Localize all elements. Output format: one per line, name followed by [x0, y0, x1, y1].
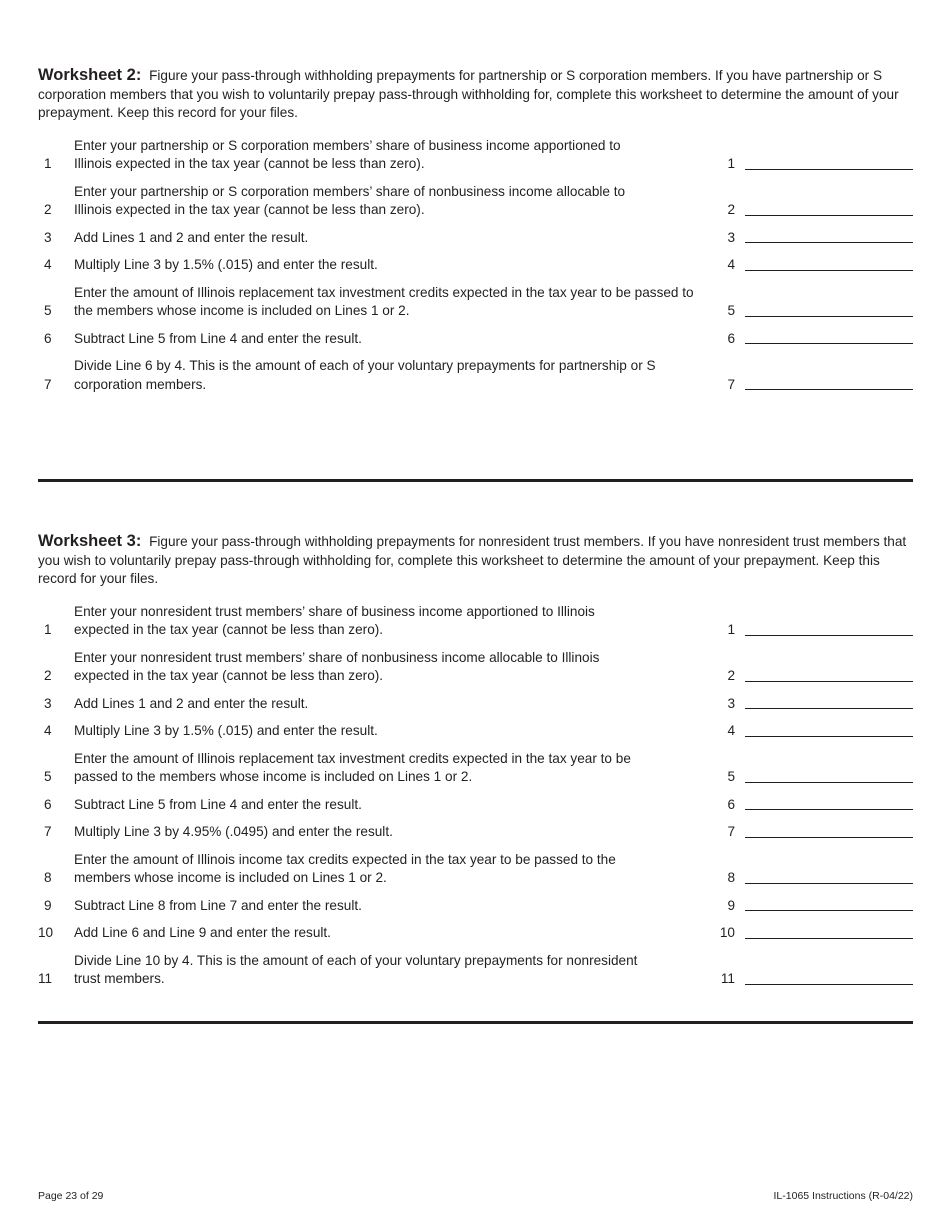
ws3-answer-11 [711, 970, 913, 989]
line-number: 7 [44, 824, 52, 839]
ws3-answer-2 [711, 667, 913, 686]
answer-line-number: 6 [727, 796, 735, 812]
line-description: Enter the amount of Illinois income tax credits expected in the tax year to be passed to the members whose income is included on Lines 1 or 2. [74, 851, 616, 885]
ws2-answer-field-3[interactable] [745, 228, 913, 243]
line-number: 10 [38, 925, 54, 940]
answer-line-number: 2 [727, 202, 735, 217]
page-number: Page 23 of 29 [38, 1190, 104, 1202]
ws3-answer-9 [711, 896, 913, 915]
ws3-answer-field-8[interactable] [745, 869, 913, 884]
line-description: Divide Line 10 by 4. This is the amount of each of your voluntary prepayments for nonresident trust members. [74, 952, 638, 986]
line-number: 6 [44, 330, 52, 346]
line-number: 6 [44, 796, 52, 812]
ws2-line-5 [38, 284, 913, 321]
line-number: 4 [44, 257, 52, 272]
worksheet-2-title: Worksheet 2: [38, 66, 142, 84]
ws3-line-10 [38, 924, 913, 943]
ws3-answer-3 [711, 694, 913, 713]
worksheet-2 [38, 66, 913, 394]
answer-line-number: 10 [719, 925, 735, 940]
answer-line-number: 3 [727, 229, 735, 245]
line-description: Subtract Line 5 from Line 4 and enter the result. [74, 330, 362, 346]
ws2-answer-field-5[interactable] [745, 302, 913, 317]
form-identifier: IL-1065 Instructions (R-04/22) [773, 1190, 913, 1202]
answer-line-number: 4 [727, 257, 735, 272]
answer-line-number: 3 [727, 695, 735, 711]
ws3-line-3 [38, 695, 913, 714]
ws2-answer-field-6[interactable] [745, 329, 913, 344]
answer-line-number: 2 [727, 668, 735, 683]
line-number: 7 [44, 376, 52, 392]
worksheet-2-intro-text: Figure your pass-through withholding prepayments for partnership or S corporation members. If you have partnership or S corporation members that you wish to voluntarily prepay pass-through withholding for, complete this worksheet to determine the amount of your prepayment. Keep this record for your files. [38, 68, 899, 120]
ws3-answer-field-5[interactable] [745, 768, 913, 783]
answer-line-number: 5 [727, 303, 735, 318]
worksheet-3-intro-text: Figure your pass-through withholding prepayments for nonresident trust members. If you have nonresident trust members that you wish to voluntarily prepay pass-through withholding for, complete this worksheet to determine the amount of your prepayment. Keep this record for your files. [38, 534, 907, 586]
ws2-line-3 [38, 229, 913, 248]
ws2-line-6 [38, 330, 913, 349]
ws2-answer-5 [711, 302, 913, 321]
ws2-answer-field-7[interactable] [745, 375, 913, 390]
ws3-answer-field-6[interactable] [745, 795, 913, 810]
ws2-line-7 [38, 357, 913, 394]
ws3-answer-field-3[interactable] [745, 694, 913, 709]
ws2-answer-6 [711, 329, 913, 348]
line-number: 3 [44, 229, 52, 245]
answer-line-number: 8 [727, 870, 735, 885]
answer-line-number: 1 [727, 156, 735, 171]
section-divider [38, 479, 913, 482]
line-number: 4 [44, 723, 52, 738]
line-description: Multiply Line 3 by 1.5% (.015) and enter the result. [74, 257, 378, 272]
ws2-line-2 [38, 183, 913, 220]
worksheet-3-intro [38, 532, 913, 589]
ws2-answer-2 [711, 201, 913, 220]
ws2-answer-3 [711, 228, 913, 247]
line-description: Add Lines 1 and 2 and enter the result. [74, 229, 309, 245]
line-number: 3 [44, 695, 52, 711]
ws3-answer-field-2[interactable] [745, 667, 913, 682]
ws3-line-1 [38, 603, 913, 640]
line-number: 11 [38, 971, 53, 986]
section-divider [38, 1021, 913, 1024]
ws2-answer-field-2[interactable] [745, 201, 913, 216]
line-number: 5 [44, 769, 52, 784]
ws2-answer-1 [711, 155, 913, 174]
line-description: Add Lines 1 and 2 and enter the result. [74, 695, 309, 711]
line-description: Subtract Line 5 from Line 4 and enter the result. [74, 796, 362, 812]
answer-line-number: 4 [727, 723, 735, 738]
ws3-answer-10 [711, 924, 913, 943]
ws3-line-6 [38, 796, 913, 815]
line-description: Enter the amount of Illinois replacement tax investment credits expected in the tax year to be passed to the members whose income is included on Lines 1 or 2. [74, 284, 694, 318]
ws3-line-7 [38, 823, 913, 842]
ws3-answer-7 [711, 823, 913, 842]
line-number: 2 [44, 202, 52, 217]
ws3-answer-field-10[interactable] [745, 924, 913, 939]
answer-line-number: 7 [727, 824, 735, 839]
line-description: Multiply Line 3 by 1.5% (.015) and enter the result. [74, 723, 378, 738]
ws3-line-4 [38, 722, 913, 741]
worksheet-2-intro [38, 66, 913, 123]
ws3-answer-field-9[interactable] [745, 896, 913, 911]
ws3-answer-field-1[interactable] [745, 621, 913, 636]
line-description: Divide Line 6 by 4. This is the amount of each of your voluntary prepayments for partnership or S corporation members. [74, 358, 656, 392]
line-number: 1 [44, 156, 52, 171]
line-number: 2 [44, 668, 52, 683]
ws3-answer-field-7[interactable] [745, 823, 913, 838]
worksheet-3 [38, 532, 913, 989]
line-description: Enter your partnership or S corporation members’ share of nonbusiness income allocable to Illinois expected in the tax year (cannot be less than zero). [74, 183, 626, 217]
ws3-answer-8 [711, 869, 913, 888]
ws3-answer-5 [711, 768, 913, 787]
ws2-answer-field-1[interactable] [745, 155, 913, 170]
ws3-line-2 [38, 649, 913, 686]
line-number: 5 [44, 303, 52, 318]
worksheet-3-title: Worksheet 3: [38, 532, 142, 550]
ws2-answer-4 [711, 256, 913, 275]
ws3-line-11 [38, 952, 913, 989]
answer-line-number: 11 [720, 971, 735, 986]
ws2-line-1 [38, 137, 913, 174]
answer-line-number: 1 [727, 622, 735, 637]
line-number: 1 [44, 622, 52, 637]
answer-line-number: 7 [727, 376, 735, 392]
line-description: Enter your nonresident trust members’ share of nonbusiness income allocable to Illinois expected in the tax year (cannot be less than zero). [74, 649, 600, 683]
ws2-line-4 [38, 256, 913, 275]
ws3-answer-1 [711, 621, 913, 640]
line-description: Multiply Line 3 by 4.95% (.0495) and enter the result. [74, 824, 393, 839]
line-description: Enter your nonresident trust members’ share of business income apportioned to Illinois expected in the tax year (cannot be less than zero). [74, 603, 595, 637]
answer-line-number: 9 [727, 897, 735, 913]
ws3-line-8 [38, 851, 913, 888]
ws3-answer-field-11[interactable] [745, 970, 913, 985]
ws3-line-5 [38, 750, 913, 787]
ws2-answer-field-4[interactable] [745, 256, 913, 271]
line-description: Enter the amount of Illinois replacement tax investment credits expected in the tax year to be passed to the members whose income is included on Lines 1 or 2. [74, 750, 631, 784]
line-number: 9 [44, 897, 52, 913]
ws3-answer-6 [711, 795, 913, 814]
answer-line-number: 5 [727, 769, 735, 784]
ws3-answer-4 [711, 722, 913, 741]
ws3-answer-field-4[interactable] [745, 722, 913, 737]
line-description: Subtract Line 8 from Line 7 and enter the result. [74, 897, 362, 913]
ws3-line-9 [38, 897, 913, 916]
ws2-answer-7 [711, 375, 913, 394]
answer-line-number: 6 [727, 330, 735, 346]
line-number: 8 [44, 870, 52, 885]
line-description: Add Line 6 and Line 9 and enter the result. [74, 925, 331, 940]
line-description: Enter your partnership or S corporation members’ share of business income apportioned to Illinois expected in the tax year (cannot be less than zero). [74, 137, 621, 171]
